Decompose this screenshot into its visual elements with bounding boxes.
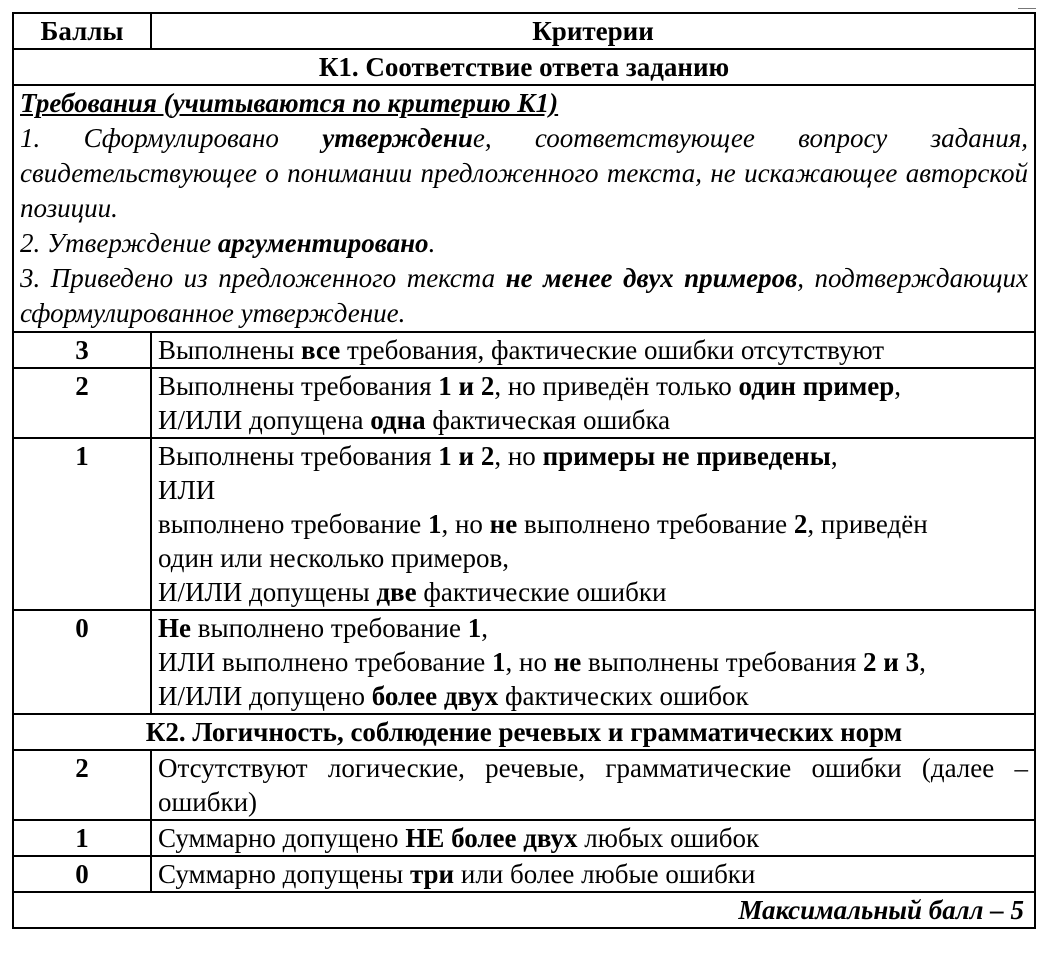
text-segment: Выполнены [158,335,301,365]
text-segment: , подтверждающих сформулированное утверждение. [20,263,1028,328]
emphasis-text: примеры не приведены [542,441,831,471]
emphasis-text: одна [370,405,426,435]
max-score: Максимальный балл – 5 [13,892,1035,928]
k1-title-row [13,49,1035,85]
text-segment: И/ИЛИ допущена [158,405,371,435]
description-line [158,821,1028,855]
description-line [158,751,1028,819]
emphasis-text: 1 [492,647,506,677]
text-segment: Выполнены требования [158,441,439,471]
text-segment: требования, фактические ошибки отсутствуют [340,335,885,365]
k1-title: К1. Соответствие ответа заданию [13,49,1035,85]
text-segment: выполнено требование [517,509,794,539]
text-segment: , приведён [807,509,928,539]
emphasis-text: не [489,509,518,539]
text-segment: фактические ошибки [416,577,667,607]
emphasis-text: НЕ более двух [405,823,578,853]
description-line [158,333,1028,367]
emphasis-text: не [553,647,582,677]
k1-requirements-row [13,85,1035,332]
emphasis-text: один пример [738,371,895,401]
text-segment: . [428,228,436,258]
requirement-1 [20,121,1028,226]
description-line [158,679,1028,713]
text-segment: е, соответствующее вопросу задания, свидетельствующее о понимании предложенного текста, не искажающее авторской позиции. [20,123,1029,223]
emphasis-text: Не [158,613,191,643]
text-segment: фактических ошибок [498,681,749,711]
text-segment: фактическая ошибка [425,405,671,435]
description-line [158,369,1028,403]
emphasis-text: 1 и 2 [438,441,495,471]
score-value: 0 [13,610,151,714]
score-value: 2 [13,750,151,820]
text-segment: , [481,613,488,643]
k1-score-row-2 [13,368,1035,438]
description-line [158,575,1028,609]
description-line [158,403,1028,437]
text-segment: , [830,441,838,471]
description-line [158,611,1028,645]
total-row [13,892,1035,928]
emphasis-text: 2 и 3 [863,647,920,677]
grading-criteria-table [12,12,1036,929]
description-line [158,645,1028,679]
header-row [13,13,1035,49]
text-segment: , но [441,509,490,539]
text-segment: 1. Сформулировано [20,123,323,153]
criterion-description [151,856,1035,892]
text-segment: один или несколько примеров, [158,543,509,573]
criterion-description [151,820,1035,856]
text-segment: 3. Приведено из предложенного текста [20,263,506,293]
score-value: 1 [13,438,151,610]
emphasis-text: 2 [793,509,808,539]
page-corner-mark [1018,0,1036,9]
text-segment: Отсутствуют логические, речевые, грамматические ошибки (далее – ошибки) [158,753,1028,817]
text-segment: , но [505,647,554,677]
criterion-description [151,368,1035,438]
header-criteria: Критерии [151,13,1035,49]
requirement-3 [20,261,1028,331]
text-segment: Суммарно допущено [158,823,406,853]
text-segment: 2. Утверждение [20,228,218,258]
score-value: 2 [13,368,151,438]
emphasis-text: не менее двух примеров [505,263,798,293]
text-segment: И/ИЛИ допущены [158,577,377,607]
text-segment: выполнены требования [581,647,864,677]
k1-requirements [13,85,1035,332]
text-segment: Суммарно допущены [158,859,410,889]
emphasis-text: утверждени [322,123,473,153]
emphasis-text: 1 и 2 [438,371,495,401]
text-segment: выполнено требование [158,509,428,539]
text-segment: И/ИЛИ допущено [158,681,372,711]
k2-score-row-1 [13,820,1035,856]
emphasis-text: аргументировано [217,228,429,258]
requirements-title: Требования (учитываются по критерию К1) [20,88,559,118]
description-line [158,507,1028,541]
score-value: 0 [13,856,151,892]
text-segment: любых ошибок [577,823,760,853]
k2-title: К2. Логичность, соблюдение речевых и грамматических норм [13,714,1035,750]
emphasis-text: 1 [467,613,482,643]
emphasis-text: две [376,577,417,607]
text-segment: выполнено требование [191,613,468,643]
k2-score-row-2 [13,750,1035,820]
text-segment: ИЛИ выполнено требование [158,647,493,677]
criterion-description [151,438,1035,610]
text-segment: , но приведён только [494,371,739,401]
criterion-description [151,332,1035,368]
criterion-description [151,610,1035,714]
requirement-2 [20,226,1028,261]
text-segment: ИЛИ [158,475,216,505]
description-line [158,857,1028,891]
criterion-description [151,750,1035,820]
k2-score-row-0 [13,856,1035,892]
description-line [158,439,1028,473]
k1-score-row-0 [13,610,1035,714]
k2-title-row [13,714,1035,750]
emphasis-text: более двух [371,681,499,711]
score-value: 3 [13,332,151,368]
emphasis-text: три [409,859,455,889]
k1-score-row-1 [13,438,1035,610]
description-line [158,541,1028,575]
text-segment: , [919,647,926,677]
text-segment: , но [494,441,543,471]
emphasis-text: все [301,335,341,365]
emphasis-text: 1 [427,509,442,539]
k1-score-row-3 [13,332,1035,368]
description-line [158,473,1028,507]
score-value: 1 [13,820,151,856]
text-segment: или более любые ошибки [454,859,756,889]
header-scores: Баллы [13,13,151,49]
text-segment: Выполнены требования [158,371,439,401]
text-segment: , [894,371,901,401]
